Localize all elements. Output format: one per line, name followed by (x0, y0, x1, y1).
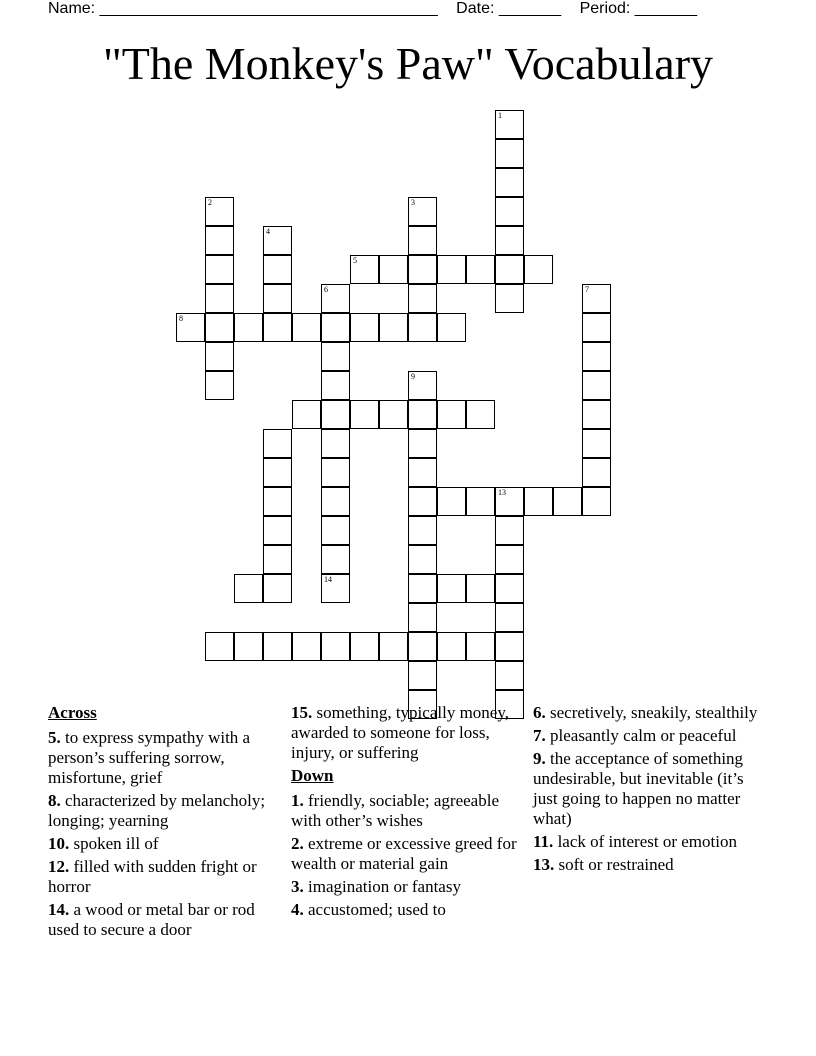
clue-across-10: 10. spoken ill of (48, 834, 159, 853)
grid-cell[interactable] (495, 603, 524, 632)
clue-number: 5 (353, 256, 357, 265)
grid-cell[interactable] (408, 487, 437, 516)
grid-cell[interactable] (205, 632, 234, 661)
grid-cell[interactable] (205, 342, 234, 371)
grid-cell[interactable] (437, 255, 466, 284)
clue-number: 3 (411, 198, 415, 207)
clue-number: 7 (585, 285, 589, 294)
grid-cell[interactable] (321, 342, 350, 371)
grid-cell[interactable] (466, 255, 495, 284)
clue-down-9: 9. the acceptance of something undesirable, but inevitable (it’s just going to happen no matter what) (533, 749, 744, 828)
clue-number: 14 (324, 575, 332, 584)
grid-cell[interactable] (205, 197, 234, 226)
clue-across-8: 8. characterized by melancholy; longing; yearning (48, 791, 266, 830)
grid-cell[interactable] (495, 284, 524, 313)
grid-cell[interactable] (582, 342, 611, 371)
grid-cell[interactable] (495, 139, 524, 168)
grid-cell[interactable] (408, 284, 437, 313)
grid-cell[interactable] (379, 313, 408, 342)
grid-cell[interactable] (495, 516, 524, 545)
grid-cell[interactable] (263, 429, 292, 458)
grid-cell[interactable] (350, 400, 379, 429)
date-field-label[interactable]: Date: _______ (456, 0, 562, 17)
clue-across-12: 12. filled with sudden fright or horror (48, 857, 257, 896)
grid-cell[interactable] (263, 574, 292, 603)
grid-cell[interactable] (466, 487, 495, 516)
grid-cell[interactable] (350, 632, 379, 661)
grid-cell[interactable] (321, 400, 350, 429)
grid-cell[interactable] (466, 632, 495, 661)
grid-cell[interactable] (582, 371, 611, 400)
grid-cell[interactable] (292, 313, 321, 342)
grid-cell[interactable] (321, 487, 350, 516)
grid-cell[interactable] (321, 371, 350, 400)
grid-cell[interactable] (408, 197, 437, 226)
clue-across-15: 15. something, typically money, awarded to someone for loss, injury, or suffering (291, 703, 509, 762)
grid-cell[interactable] (553, 487, 582, 516)
grid-cell[interactable] (205, 284, 234, 313)
grid-cell[interactable] (234, 313, 263, 342)
grid-cell[interactable] (234, 574, 263, 603)
clue-down-2: 2. extreme or excessive greed for wealth or material gain (291, 834, 517, 873)
grid-cell[interactable] (524, 487, 553, 516)
grid-cell[interactable] (582, 458, 611, 487)
grid-cell[interactable] (292, 632, 321, 661)
clue-down-4: 4. accustomed; used to (291, 900, 446, 919)
grid-cell[interactable] (408, 661, 437, 690)
grid-cell[interactable] (408, 458, 437, 487)
clue-number: 4 (266, 227, 270, 236)
grid-cell[interactable] (582, 313, 611, 342)
clue-column-2 (291, 703, 527, 923)
grid-cell[interactable] (263, 632, 292, 661)
clue-down-11: 11. lack of interest or emotion (533, 832, 737, 851)
grid-cell[interactable] (205, 226, 234, 255)
grid-cell[interactable] (263, 255, 292, 284)
grid-cell[interactable] (437, 574, 466, 603)
grid-cell[interactable] (350, 313, 379, 342)
grid-cell[interactable] (379, 400, 408, 429)
grid-cell[interactable] (495, 255, 524, 284)
grid-cell[interactable] (263, 516, 292, 545)
clue-column-1 (48, 703, 276, 943)
period-field-label[interactable]: Period: _______ (579, 0, 698, 17)
clue-down-7: 7. pleasantly calm or peaceful (533, 726, 737, 745)
grid-cell[interactable] (495, 487, 524, 516)
grid-cell[interactable] (582, 487, 611, 516)
grid-cell[interactable] (495, 632, 524, 661)
grid-cell[interactable] (582, 284, 611, 313)
grid-cell[interactable] (495, 168, 524, 197)
grid-cell[interactable] (263, 284, 292, 313)
grid-cell[interactable] (263, 545, 292, 574)
grid-cell[interactable] (321, 574, 350, 603)
grid-cell[interactable] (495, 545, 524, 574)
grid-cell[interactable] (408, 429, 437, 458)
grid-cell[interactable] (205, 313, 234, 342)
name-field-label[interactable]: Name: ______________________________________ (48, 0, 438, 17)
grid-cell[interactable] (321, 313, 350, 342)
grid-cell[interactable] (321, 458, 350, 487)
grid-cell[interactable] (379, 632, 408, 661)
grid-cell[interactable] (263, 313, 292, 342)
clue-down-3: 3. imagination or fantasy (291, 877, 461, 896)
grid-cell[interactable] (205, 371, 234, 400)
clue-number: 6 (324, 285, 328, 294)
grid-cell[interactable] (321, 516, 350, 545)
grid-cell[interactable] (321, 545, 350, 574)
grid-cell[interactable] (582, 400, 611, 429)
clue-number: 2 (208, 198, 212, 207)
grid-cell[interactable] (263, 226, 292, 255)
grid-cell[interactable] (495, 574, 524, 603)
grid-cell[interactable] (495, 661, 524, 690)
clue-down-13: 13. soft or restrained (533, 855, 674, 874)
grid-cell[interactable] (379, 255, 408, 284)
clue-across-14: 14. a wood or metal bar or rod used to secure a door (48, 900, 255, 939)
grid-cell[interactable] (234, 632, 263, 661)
clue-number: 8 (179, 314, 183, 323)
grid-cell[interactable] (495, 110, 524, 139)
grid-cell[interactable] (321, 429, 350, 458)
grid-cell[interactable] (408, 632, 437, 661)
grid-cell[interactable] (524, 255, 553, 284)
grid-cell[interactable] (408, 603, 437, 632)
grid-cell[interactable] (263, 487, 292, 516)
clue-down-1: 1. friendly, sociable; agreeable with other’s wishes (291, 791, 499, 830)
grid-cell[interactable] (582, 429, 611, 458)
clue-across-5: 5. to express sympathy with a person’s suffering sorrow, misfortune, grief (48, 728, 251, 787)
clue-number: 13 (498, 488, 506, 497)
grid-cell[interactable] (408, 371, 437, 400)
grid-cell[interactable] (437, 487, 466, 516)
grid-cell[interactable] (495, 197, 524, 226)
grid-cell[interactable] (263, 458, 292, 487)
grid-cell[interactable] (466, 574, 495, 603)
down-heading: Down (291, 766, 334, 785)
clue-number: 1 (498, 111, 502, 120)
grid-cell[interactable] (176, 313, 205, 342)
clue-down-6: 6. secretively, sneakily, stealthily (533, 703, 758, 722)
grid-cell[interactable] (495, 226, 524, 255)
grid-cell[interactable] (350, 255, 379, 284)
grid-cell[interactable] (408, 545, 437, 574)
grid-cell[interactable] (292, 400, 321, 429)
grid-cell[interactable] (466, 400, 495, 429)
clue-column-3 (533, 703, 763, 878)
grid-cell[interactable] (437, 313, 466, 342)
grid-cell[interactable] (437, 400, 466, 429)
grid-cell[interactable] (408, 313, 437, 342)
grid-cell[interactable] (408, 226, 437, 255)
grid-cell[interactable] (437, 632, 466, 661)
grid-cell[interactable] (408, 516, 437, 545)
across-heading: Across (48, 703, 97, 722)
grid-cell[interactable] (408, 255, 437, 284)
grid-cell[interactable] (321, 284, 350, 313)
grid-cell[interactable] (408, 400, 437, 429)
grid-cell[interactable] (321, 632, 350, 661)
clue-number: 9 (411, 372, 415, 381)
grid-cell[interactable] (205, 255, 234, 284)
page-title: "The Monkey's Paw" Vocabulary (102, 38, 714, 89)
grid-cell[interactable] (408, 574, 437, 603)
